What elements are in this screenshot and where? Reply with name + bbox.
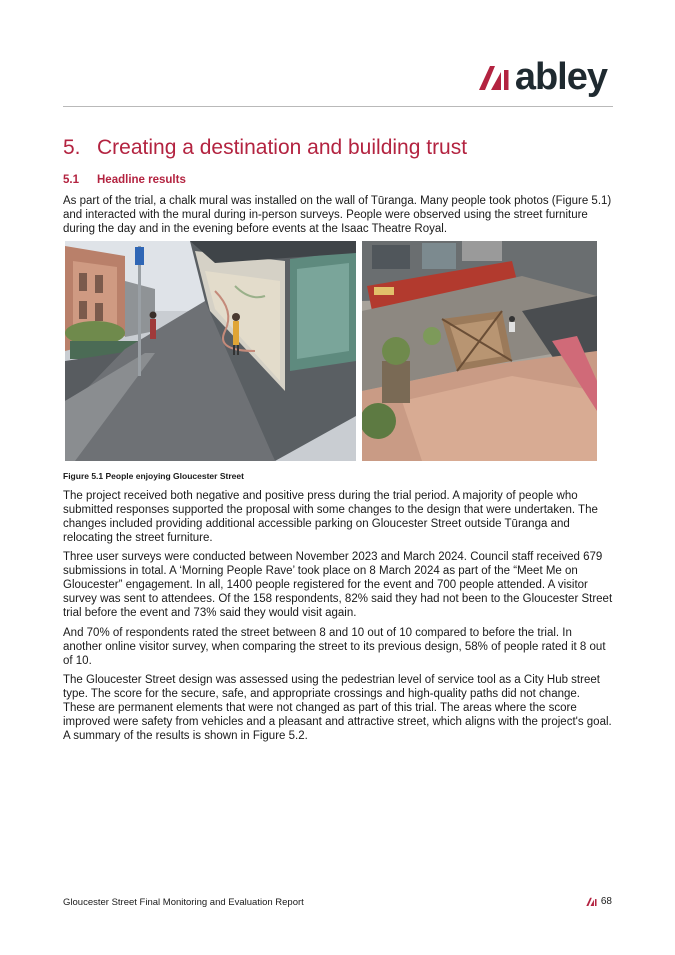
figure-caption: Figure 5.1 People enjoying Gloucester Street: [63, 471, 244, 481]
page-number: 68: [600, 896, 612, 907]
abley-logo: [479, 58, 607, 96]
section-heading: [63, 136, 467, 160]
subsection-heading: [63, 174, 186, 186]
logo-text: abley: [514, 56, 607, 98]
paragraph-ratings: And 70% of respondents rated the street between 8 and 10 out of 10 compared to before the trial. In another online visitor survey, when comparing the street to its previous design, 58% of people rated it 8 out of 10.: [63, 627, 606, 667]
paragraph-press: The project received both negative and positive press during the trial period. A majority of people who submitted responses supported the proposal with some changes to the design that were undertaken. The changes included providing additional accessible parking on Gloucester Street outside Tūranga and relocating the street furniture.: [63, 490, 598, 544]
section-title: Creating a destination and building trust: [97, 136, 468, 159]
photo-aerial-street-furniture: [362, 241, 597, 461]
subsection-number: 5.1: [63, 174, 79, 186]
footer-page: [586, 896, 612, 907]
paragraph-intro: As part of the trial, a chalk mural was installed on the wall of Tūranga. Many people took photos (Figure 5.1) and interacted with the mural during in-person surveys. People were observed using the street furniture during the day and in the evening before events at the Isaac Theatre Royal.: [63, 195, 612, 235]
abley-mark-icon: [479, 64, 509, 90]
photo-street-mural: [65, 241, 356, 461]
subsection-title: Headline results: [97, 174, 186, 186]
paragraph-surveys: Three user surveys were conducted between November 2023 and March 2024. Council staff received 679 submissions in total. A ‘Morning People Rave’ took place on 8 March 2024 as part of the “Meet Me on Gloucester” engagement. In all, 1400 people registered for the event and 700 people attended. A visitor survey was sent to attendees. Of the 158 respondents, 82% said they had not been to the Gloucester Street trial before the event and 73% said they would visit again.: [63, 551, 613, 619]
section-number: 5.: [63, 136, 81, 159]
header-divider: [63, 106, 613, 107]
paragraph-assessment: The Gloucester Street design was assessed using the pedestrian level of service tool as a City Hub street type. The score for the secure, safe, and appropriate crossings and high-quality paths did not change. These are permanent elements that were not changed as part of this trial. The areas where the score improved were safety from vehicles and a pleasant and attractive street, which aligns with the project's goal. A summary of the results is shown in Figure 5.2.: [63, 674, 612, 742]
footer-report-title: Gloucester Street Final Monitoring and Evaluation Report: [63, 897, 304, 908]
abley-mark-icon: [586, 897, 597, 906]
